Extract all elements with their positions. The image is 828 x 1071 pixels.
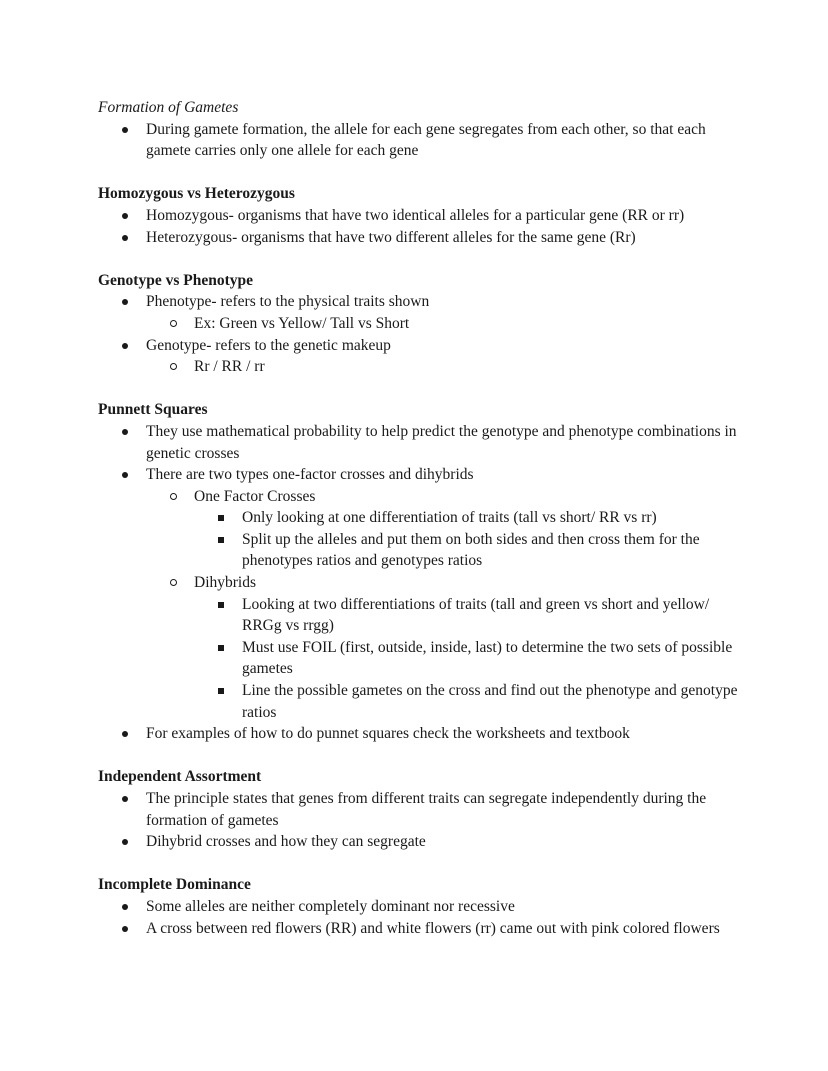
list-item xyxy=(98,119,738,162)
list-item xyxy=(98,464,738,723)
bullet-list xyxy=(98,421,738,745)
list-item-text: A cross between red flowers (RR) and white flowers (rr) came out with pink colored flowers xyxy=(146,919,720,937)
sub-sub-list-item-text: Split up the alleles and put them on both sides and then cross them for the phenotypes ratios and genotypes ratios xyxy=(242,530,700,570)
list-item xyxy=(98,896,738,918)
sub-list xyxy=(146,313,738,335)
list-item-text: Genotype- refers to the genetic makeup xyxy=(146,336,391,354)
bullet-list xyxy=(98,205,738,248)
sub-sub-list-item-text: Line the possible gametes on the cross and find out the phenotype and genotype ratios xyxy=(242,682,738,721)
list-item xyxy=(98,421,738,464)
sub-list-item-text: Rr / RR / rr xyxy=(194,358,265,376)
sub-sub-list xyxy=(194,594,738,724)
section-heading: Independent Assortment xyxy=(98,768,262,786)
sub-sub-list-item-text: Must use FOIL (first, outside, inside, last) to determine the two sets of possible gametes xyxy=(242,638,733,678)
bullet-icon xyxy=(122,472,128,478)
section-genotype-vs-phenotype xyxy=(98,270,738,378)
square-bullet-icon xyxy=(218,537,224,543)
list-item xyxy=(98,291,738,334)
sub-sub-list-item xyxy=(194,594,738,637)
list-item xyxy=(98,335,738,378)
sub-list-item-text: Ex: Green vs Yellow/ Tall vs Short xyxy=(194,314,410,332)
circle-bullet-icon xyxy=(170,363,177,370)
sub-list-item xyxy=(146,486,738,572)
list-item-text: Heterozygous- organisms that have two different alleles for the same gene (Rr) xyxy=(146,228,636,246)
list-item-text: For examples of how to do punnet squares check the worksheets and textbook xyxy=(146,725,630,743)
bullet-icon xyxy=(122,429,128,435)
bullet-icon xyxy=(122,731,128,737)
sub-list-item-text: Dihybrids xyxy=(194,574,256,592)
circle-bullet-icon xyxy=(170,493,177,500)
bullet-icon xyxy=(122,904,128,910)
circle-bullet-icon xyxy=(170,579,177,586)
list-item xyxy=(98,227,738,249)
section-heading: Incomplete Dominance xyxy=(98,876,251,894)
square-bullet-icon xyxy=(218,515,224,521)
list-item-text: The principle states that genes from different traits can segregate independently during the formation of gametes xyxy=(146,790,707,829)
bullet-icon xyxy=(122,839,128,845)
list-item xyxy=(98,205,738,227)
section-homozygous-vs-heterozygous xyxy=(98,183,738,248)
sub-list-item xyxy=(146,356,738,378)
section-heading: Genotype vs Phenotype xyxy=(98,271,253,289)
list-item-text: They use mathematical probability to help predict the genotype and phenotype combinations in genetic crosses xyxy=(146,422,737,462)
section-formation-of-gametes xyxy=(98,97,738,162)
section-heading: Punnett Squares xyxy=(98,401,208,419)
list-item-text: Dihybrid crosses and how they can segregate xyxy=(146,833,426,851)
document-page xyxy=(98,97,738,939)
sub-sub-list-item xyxy=(194,529,738,572)
section-heading: Homozygous vs Heterozygous xyxy=(98,185,295,203)
list-item-text: During gamete formation, the allele for each gene segregates from each other, so that each gamete carries only one allele for each gene xyxy=(146,120,706,160)
sub-sub-list-item xyxy=(194,507,738,529)
sub-list-item xyxy=(146,572,738,723)
list-item xyxy=(98,831,738,853)
list-item-text: There are two types one-factor crosses and dihybrids xyxy=(146,466,474,484)
bullet-icon xyxy=(122,796,128,802)
circle-bullet-icon xyxy=(170,320,177,327)
sub-list xyxy=(146,356,738,378)
bullet-list xyxy=(98,291,738,377)
bullet-list xyxy=(98,896,738,939)
bullet-icon xyxy=(122,299,128,305)
bullet-icon xyxy=(122,127,128,133)
bullet-list xyxy=(98,788,738,853)
square-bullet-icon xyxy=(218,688,224,694)
sub-list-item-text: One Factor Crosses xyxy=(194,487,316,505)
list-item-text: Phenotype- refers to the physical traits shown xyxy=(146,293,430,311)
square-bullet-icon xyxy=(218,645,224,651)
bullet-icon xyxy=(122,343,128,349)
sub-sub-list-item-text: Looking at two differentiations of traits (tall and green vs short and yellow/ RRGg vs rrgg) xyxy=(242,595,710,635)
list-item xyxy=(98,918,738,940)
list-item-text: Homozygous- organisms that have two identical alleles for a particular gene (RR or rr) xyxy=(146,206,685,224)
sub-list-item xyxy=(146,313,738,335)
bullet-icon xyxy=(122,213,128,219)
bullet-list xyxy=(98,119,738,162)
section-incomplete-dominance xyxy=(98,874,738,939)
list-item xyxy=(98,788,738,831)
sub-list xyxy=(146,486,738,724)
bullet-icon xyxy=(122,235,128,241)
sub-sub-list xyxy=(194,507,738,572)
section-punnett-squares xyxy=(98,399,738,745)
section-independent-assortment xyxy=(98,766,738,852)
square-bullet-icon xyxy=(218,602,224,608)
bullet-icon xyxy=(122,926,128,932)
sub-sub-list-item xyxy=(194,680,738,723)
sub-sub-list-item xyxy=(194,637,738,680)
list-item xyxy=(98,723,738,745)
sub-sub-list-item-text: Only looking at one differentiation of traits (tall vs short/ RR vs rr) xyxy=(242,509,657,527)
section-heading: Formation of Gametes xyxy=(98,99,239,116)
list-item-text: Some alleles are neither completely dominant nor recessive xyxy=(146,897,515,915)
